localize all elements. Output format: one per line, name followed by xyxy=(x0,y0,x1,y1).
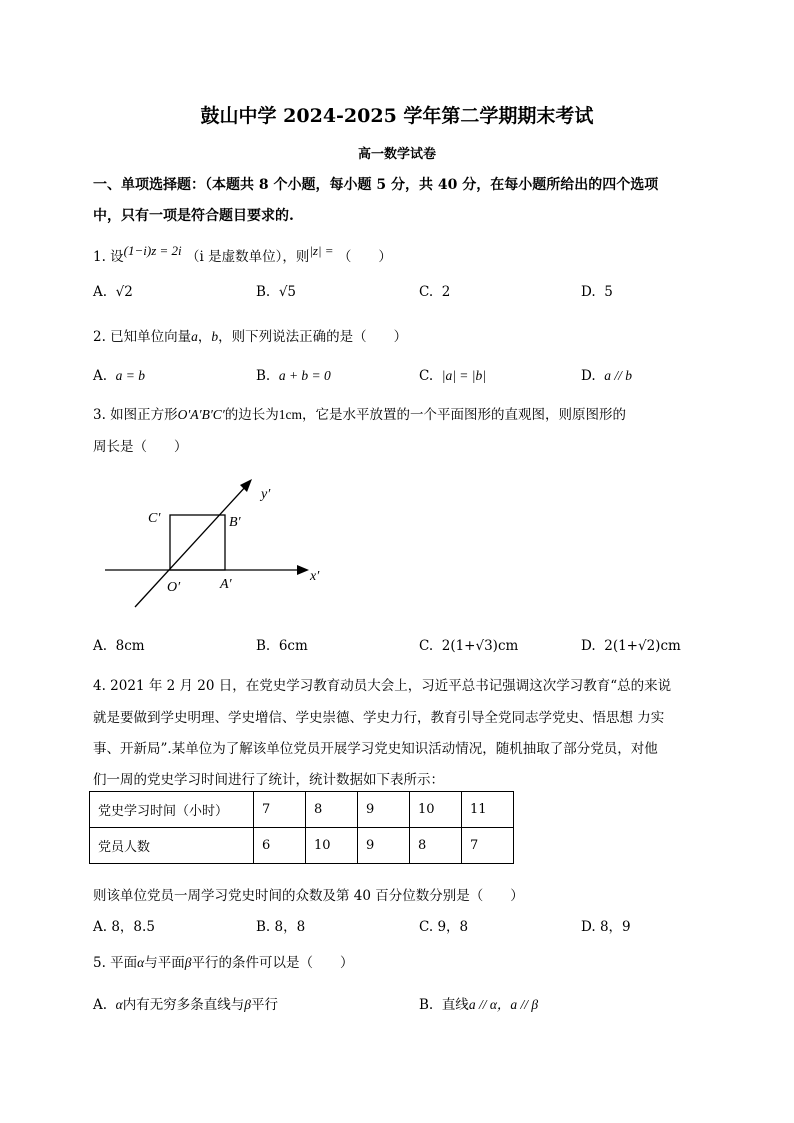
label-y-prime: y′ xyxy=(261,487,271,502)
q3-option-b: B. 6cm xyxy=(256,638,308,654)
label-x-prime: x′ xyxy=(310,569,320,584)
q2-option-a-text: a = b xyxy=(115,368,146,383)
table-cell: 党史学习时间（小时） xyxy=(90,792,254,828)
side-length: 1cm xyxy=(278,407,302,422)
q1-option-a: A. √2 xyxy=(93,284,133,300)
vector-b: b xyxy=(211,329,219,344)
oblique-view-figure xyxy=(95,470,335,610)
q4-option-c: C. 9，8 xyxy=(419,919,469,935)
q1-expression: (1−i)z = 2i xyxy=(123,243,182,258)
q3-option-d: D. 2(1+√2)cm xyxy=(581,638,681,654)
q5-option-a: A. α内有无穷多条直线与β平行 xyxy=(93,997,278,1013)
q1-prefix: 1. 设 xyxy=(93,249,124,265)
q1-option-b: B. √5 xyxy=(256,284,297,300)
q2-option-b-text: a + b = 0 xyxy=(278,368,331,383)
table-cell: 8 xyxy=(306,792,358,828)
label-c-prime: C′ xyxy=(148,511,161,526)
q3-option-c: C. 2(1+√3)cm xyxy=(419,638,519,654)
q3-option-b-text: 6cm xyxy=(278,638,308,654)
table-cell: 11 xyxy=(462,792,514,828)
q1-option-a-text: √2 xyxy=(115,284,133,300)
q4-option-c-text: 9，8 xyxy=(437,919,469,935)
table-cell: 8 xyxy=(410,828,462,864)
table-cell: 9 xyxy=(358,792,410,828)
q3-option-d-text: 2(1+√2)cm xyxy=(604,638,681,654)
x-axis-arrow xyxy=(297,565,309,575)
question-4-line1: 4. 2021 年 2 月 20 日，在党史学习教育动员大会上，习近平总书记强调这次学习教育“总的来说 xyxy=(93,678,672,694)
table-cell: 党员人数 xyxy=(90,828,254,864)
question-5: 5. 平面α与平面β平行的条件可以是（ ） xyxy=(93,955,354,971)
study-time-table xyxy=(89,791,514,864)
q5-option-b: B. 直线a // α，a // β xyxy=(419,997,539,1013)
square-oabc xyxy=(170,515,225,570)
table-cell: 10 xyxy=(410,792,462,828)
table-row xyxy=(90,828,514,864)
q2-option-d-text: a // b xyxy=(604,368,632,383)
q4-option-b: B. 8，8 xyxy=(256,919,306,935)
q1-option-c-text: 2 xyxy=(441,284,451,300)
section-heading-line1: 一、单项选择题：（本题共 8 个小题，每小题 5 分，共 40 分，在每小题所给出的四个选项 xyxy=(93,177,659,193)
q3-option-a-text: 8cm xyxy=(115,638,145,654)
question-4-after: 则该单位党员一周学习党史时间的众数及第 40 百分位数分别是（ ） xyxy=(93,888,524,904)
vector-a: a xyxy=(191,329,198,344)
q2-option-c: C. |a| = |b| xyxy=(419,368,486,384)
label-a-prime: A′ xyxy=(220,577,232,592)
q3-option-a: A. 8cm xyxy=(93,638,145,654)
q1-option-d-text: 5 xyxy=(604,284,613,300)
table-cell: 6 xyxy=(254,828,306,864)
table-cell: 7 xyxy=(462,828,514,864)
table-cell: 7 xyxy=(254,792,306,828)
square-name: O′A′B′C′ xyxy=(177,407,225,422)
q1-paren: （ ） xyxy=(337,249,392,265)
q1-option-b-text: √5 xyxy=(278,284,297,300)
q2-option-d: D. a // b xyxy=(581,368,632,384)
question-4-line3: 事、开新局”.某单位为了解该单位党员开展学习党史知识活动情况，随机抽取了部分党员，对他 xyxy=(93,741,658,757)
q5-option-b-expr: a // α，a // β xyxy=(468,997,539,1012)
label-b-prime: B′ xyxy=(229,515,241,530)
q1-option-d: D. 5 xyxy=(581,284,613,300)
q3-option-c-text: 2(1+√3)cm xyxy=(441,638,519,654)
question-2: 2. 已知单位向量a，b，则下列说法正确的是（ ） xyxy=(93,329,408,345)
table-row xyxy=(90,792,514,828)
table-cell: 9 xyxy=(358,828,410,864)
plane-beta: β xyxy=(184,955,192,970)
label-o-prime: O′ xyxy=(167,580,181,595)
q4-option-d: D. 8，9 xyxy=(581,919,631,935)
section-heading-line2: 中，只有一项是符合题目要求的. xyxy=(93,208,294,224)
question-3-line2: 周长是（ ） xyxy=(93,439,188,455)
q4-option-a: A. 8，8.5 xyxy=(93,919,155,935)
question-4-line4: 们一周的党史学习时间进行了统计，统计数据如下表所示： xyxy=(93,772,444,788)
question-4-line2: 就是要做到学史明理、学史增信、学史崇德、学史力行，教育引导全党同志学党史、悟思想 力实 xyxy=(93,710,665,726)
plane-alpha: α xyxy=(137,955,145,970)
table-cell: 10 xyxy=(306,828,358,864)
exam-subtitle: 高一数学试卷 xyxy=(357,147,436,162)
q1-abs-z: |z| = xyxy=(309,243,334,258)
q1-middle: （i 是虚数单位），则 xyxy=(185,249,310,265)
q1-option-c: C. 2 xyxy=(419,284,451,300)
q2-option-a: A. a = b xyxy=(93,368,146,384)
q2-option-b: B. a + b = 0 xyxy=(256,368,331,384)
exam-title: 鼓山中学 2024-2025 学年第二学期期末考试 xyxy=(200,105,594,127)
question-3-line1: 3. 如图正方形O′A′B′C′的边长为1cm，它是水平放置的一个平面图形的直观图，则原图形的 xyxy=(93,407,626,423)
question-1 xyxy=(93,245,392,265)
q4-option-b-text: 8，8 xyxy=(274,919,306,935)
q4-option-a-text: 8，8.5 xyxy=(111,919,155,935)
q2-option-c-text: |a| = |b| xyxy=(441,368,486,383)
q4-option-d-text: 8，9 xyxy=(599,919,631,935)
